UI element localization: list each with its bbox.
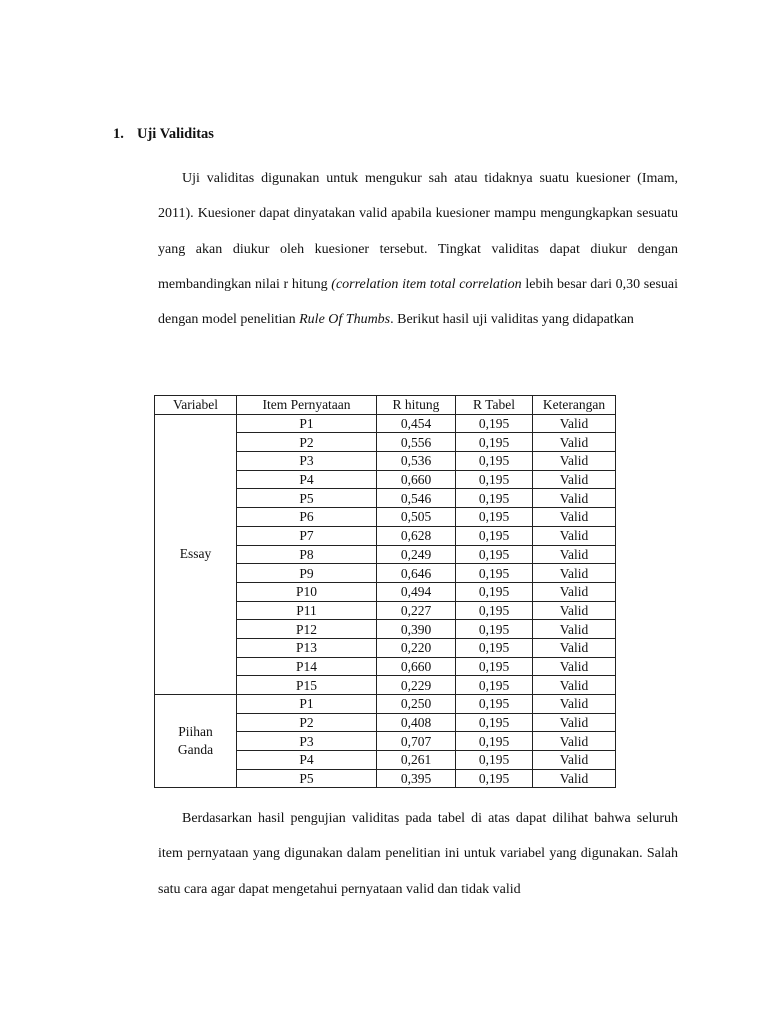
variable-label: Piihan (178, 724, 213, 740)
r-tabel-cell: 0,195 (456, 638, 533, 657)
r-hitung-cell: 0,660 (377, 470, 456, 489)
table-body (155, 414, 616, 788)
r-tabel-cell: 0,195 (456, 713, 533, 732)
item-cell: P11 (237, 601, 377, 620)
header-r-tabel: R Tabel (456, 396, 533, 415)
item-cell: P6 (237, 508, 377, 527)
conclusion-text: Berdasarkan hasil pengujian validitas pada tabel di atas dapat dilihat bahwa seluruh item pernyataan yang digunakan dalam penelitian ini untuk variabel yang digunakan. Salah satu cara agar dapat mengetahui pernyataan valid dan tidak valid (158, 811, 678, 897)
keterangan-cell: Valid (533, 713, 616, 732)
item-cell: P4 (237, 751, 377, 770)
section-title: Uji Validitas (137, 126, 214, 142)
keterangan-cell: Valid (533, 489, 616, 508)
keterangan-cell: Valid (533, 526, 616, 545)
item-cell: P8 (237, 545, 377, 564)
section-number: 1. (113, 126, 124, 142)
r-tabel-cell: 0,195 (456, 657, 533, 676)
item-cell: P15 (237, 676, 377, 695)
r-tabel-cell: 0,195 (456, 732, 533, 751)
r-tabel-cell: 0,195 (456, 582, 533, 601)
header-keterangan: Keterangan (533, 396, 616, 415)
r-hitung-cell: 0,390 (377, 620, 456, 639)
keterangan-cell: Valid (533, 545, 616, 564)
item-cell: P2 (237, 713, 377, 732)
keterangan-cell: Valid (533, 601, 616, 620)
keterangan-cell: Valid (533, 676, 616, 695)
r-hitung-cell: 0,556 (377, 433, 456, 452)
item-cell: P2 (237, 433, 377, 452)
r-hitung-cell: 0,628 (377, 526, 456, 545)
intro-text-b: lebih besar dari 0,30 sesuai dengan model penelitian (158, 276, 678, 328)
r-hitung-cell: 0,494 (377, 582, 456, 601)
r-hitung-cell: 0,229 (377, 676, 456, 695)
r-tabel-cell: 0,195 (456, 526, 533, 545)
r-hitung-cell: 0,220 (377, 638, 456, 657)
r-hitung-cell: 0,536 (377, 452, 456, 471)
r-tabel-cell: 0,195 (456, 751, 533, 770)
intro-text-c: . Berikut hasil uji validitas yang didapatkan (390, 312, 634, 328)
conclusion-paragraph (158, 801, 678, 907)
intro-italic-a: (correlation item total correlation (331, 276, 522, 292)
keterangan-cell: Valid (533, 433, 616, 452)
item-cell: P1 (237, 414, 377, 433)
r-tabel-cell: 0,195 (456, 695, 533, 714)
item-cell: P1 (237, 695, 377, 714)
header-variabel: Variabel (155, 396, 237, 415)
r-hitung-cell: 0,250 (377, 695, 456, 714)
item-cell: P12 (237, 620, 377, 639)
keterangan-cell: Valid (533, 508, 616, 527)
keterangan-cell: Valid (533, 414, 616, 433)
item-cell: P5 (237, 489, 377, 508)
r-tabel-cell: 0,195 (456, 489, 533, 508)
r-hitung-cell: 0,249 (377, 545, 456, 564)
item-cell: P9 (237, 564, 377, 583)
keterangan-cell: Valid (533, 470, 616, 489)
variable-label: Ganda (177, 742, 214, 758)
r-tabel-cell: 0,195 (456, 508, 533, 527)
r-hitung-cell: 0,227 (377, 601, 456, 620)
item-cell: P14 (237, 657, 377, 676)
r-tabel-cell: 0,195 (456, 452, 533, 471)
r-tabel-cell: 0,195 (456, 433, 533, 452)
keterangan-cell: Valid (533, 769, 616, 788)
item-cell: P3 (237, 732, 377, 751)
r-hitung-cell: 0,454 (377, 414, 456, 433)
r-hitung-cell: 0,646 (377, 564, 456, 583)
r-tabel-cell: 0,195 (456, 545, 533, 564)
r-hitung-cell: 0,408 (377, 713, 456, 732)
item-cell: P10 (237, 582, 377, 601)
intro-italic-b: Rule Of Thumbs (299, 312, 391, 328)
keterangan-cell: Valid (533, 620, 616, 639)
r-tabel-cell: 0,195 (456, 470, 533, 489)
r-hitung-cell: 0,707 (377, 732, 456, 751)
item-cell: P3 (237, 452, 377, 471)
keterangan-cell: Valid (533, 695, 616, 714)
r-hitung-cell: 0,546 (377, 489, 456, 508)
r-tabel-cell: 0,195 (456, 564, 533, 583)
validity-table (154, 395, 616, 788)
table-row (155, 695, 616, 714)
item-cell: P7 (237, 526, 377, 545)
keterangan-cell: Valid (533, 751, 616, 770)
keterangan-cell: Valid (533, 638, 616, 657)
item-cell: P13 (237, 638, 377, 657)
variable-label: Essay (179, 546, 212, 562)
header-r-hitung: R hitung (377, 396, 456, 415)
item-cell: P4 (237, 470, 377, 489)
header-item: Item Pernyataan (237, 396, 377, 415)
r-tabel-cell: 0,195 (456, 769, 533, 788)
keterangan-cell: Valid (533, 732, 616, 751)
table-header-row (155, 396, 616, 415)
r-tabel-cell: 0,195 (456, 676, 533, 695)
intro-paragraph (158, 161, 678, 337)
intro-text-a: Uji validitas digunakan untuk mengukur sah atau tidaknya suatu kuesioner (Imam, 2011). Kuesioner dapat dinyatakan valid apabila kuesioner mampu mengungkapkan sesuatu yang akan diukur oleh kuesioner tersebut. Tingkat validitas dapat diukur dengan membandingkan nilai r hitung (158, 171, 678, 292)
keterangan-cell: Valid (533, 657, 616, 676)
keterangan-cell: Valid (533, 582, 616, 601)
keterangan-cell: Valid (533, 564, 616, 583)
r-tabel-cell: 0,195 (456, 601, 533, 620)
variable-cell (155, 414, 237, 694)
variable-cell (155, 695, 237, 788)
r-hitung-cell: 0,660 (377, 657, 456, 676)
r-hitung-cell: 0,261 (377, 751, 456, 770)
r-hitung-cell: 0,395 (377, 769, 456, 788)
section-heading (113, 126, 214, 143)
r-hitung-cell: 0,505 (377, 508, 456, 527)
r-tabel-cell: 0,195 (456, 620, 533, 639)
keterangan-cell: Valid (533, 452, 616, 471)
r-tabel-cell: 0,195 (456, 414, 533, 433)
item-cell: P5 (237, 769, 377, 788)
table-row (155, 414, 616, 433)
